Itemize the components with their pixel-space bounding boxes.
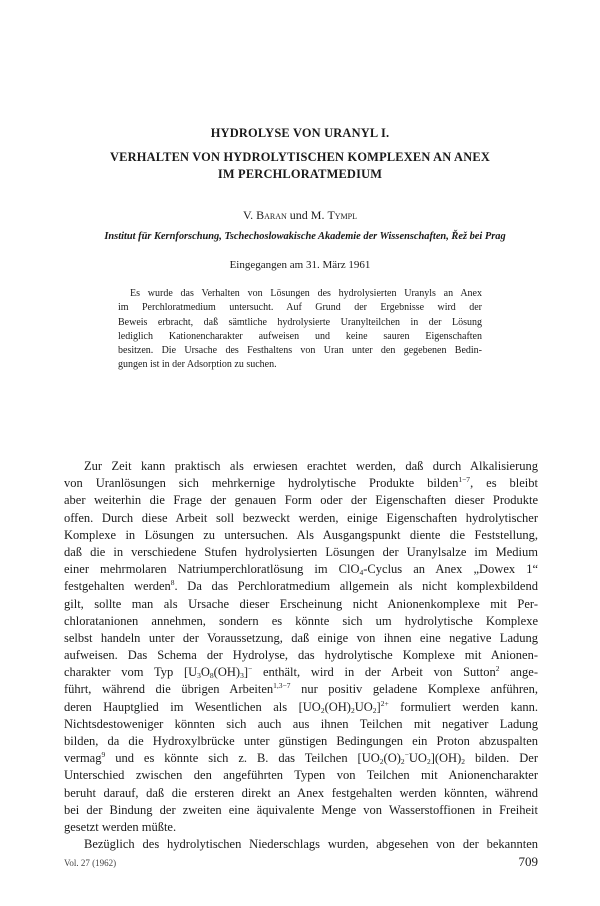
body-line: Nichtsdestoweniger könnten sich auch aus ihnen Teilchen mit negativer Ladung xyxy=(64,716,538,731)
body-line: Unterschied zwischen den angeführten Typen von Teilchen mit Anionencharakter xyxy=(64,768,538,783)
page-number: 709 xyxy=(518,854,538,869)
body-line: Bezüglich des hydrolytischen Niederschlags wurden, abgesehen von der bekannten xyxy=(84,837,538,852)
body-line: daß die in verschiedene Stufen hydrolysierten Lösungen der Uranylsalze im Medium xyxy=(64,544,538,559)
body-line: beruht darauf, daß die ersteren direkt an Anex festgehalten werden könnten, während xyxy=(64,785,538,800)
reference-superscript: 2 xyxy=(495,664,500,674)
article-title-line-3: IM PERCHLORATMEDIUM xyxy=(217,167,383,181)
body-line: bilden, da die Hydroxylbrücke unter günstigen Bedingungen ein Proton abzuspalten xyxy=(64,734,538,748)
abstract-line: Beweis erbracht, daß sämtliche hydrolysierte Uranylteilchen in der Lösung xyxy=(118,316,482,328)
body-line: einer mehrmolaren Natriumperchloratlösung im ClO$_4$-Cyclus an Anex „Dowex 1“ xyxy=(64,562,538,578)
author-1-initial: V. xyxy=(242,208,257,222)
abstract-line: im Perchloratmedium untersucht. Auf Grund der Ergebnisse wird der xyxy=(118,302,482,314)
abstract xyxy=(118,287,482,373)
body-line: von Uranlösungen sich mehrkernige hydrolytische Produkte bilden$^{1-7}$, es bleibt xyxy=(64,475,538,491)
body-line: aber weiterhin die Frage der genauen Form oder der Eigenschaften dieser Produkte xyxy=(64,493,538,508)
body-line: bei der Bindung der zweiten eine äquivalente Menge von Wasserstoffionen in Freiheit xyxy=(64,802,538,817)
body-line: führt, während die übrigen Arbeiten$^{1,3-7}$ nur positiv geladene Komplexe anführen, xyxy=(64,681,538,697)
volume-info: Vol. 27 (1962) xyxy=(64,858,117,868)
institution-affiliation: Institut für Kernforschung, Tschechoslowakische Akademie der Wissenschaften, Řež bei Prag xyxy=(104,231,506,242)
body-line: gesetzt werden müßte. xyxy=(64,819,177,834)
reference-superscript: 1,3−7 xyxy=(273,681,291,691)
reference-superscript: 1−7 xyxy=(458,475,471,485)
body-line: Komplexe in Lösungen zu untersuchen. Als Ausgangspunkt diente die Feststellung, xyxy=(64,527,538,542)
reference-superscript: 9 xyxy=(101,750,106,760)
body-line: selbst handeln unter der Voraussetzung, daß einige von ihnen eine negative Ladung xyxy=(64,630,538,645)
received-date: Eingegangen am 31. März 1961 xyxy=(229,259,371,271)
body-line: chloratanionen annehmen, sondern es könnte sich um hydrolytische Komplexe xyxy=(64,613,538,628)
body-line: offen. Durch diese Arbeit soll bezweckt werden, einige Eigenschaften hydrolytischer xyxy=(64,510,538,525)
author-2-surname: Tympl xyxy=(327,208,358,222)
article-title-line-1: HYDROLYSE VON URANYL I. xyxy=(210,126,390,140)
article-title-line-2: VERHALTEN VON HYDROLYTISCHEN KOMPLEXEN AN ANEX xyxy=(110,150,490,164)
author-connector: und xyxy=(286,208,311,222)
author-line xyxy=(60,208,540,223)
body-line: aufweisen. Das Schema der Hydrolyse, das hydrolytische Komplexe mit Anionen- xyxy=(64,648,538,663)
body-line: gilt, sollte man als Ursache dieser Erscheinung nicht Anionenkomplexe mit Per- xyxy=(64,596,538,611)
body-line: vermag$^9$ und es könnte sich z. B. das Teilchen $[UO_2(O)_2^-UO_2](OH)_2$ bilden. Der xyxy=(64,750,538,767)
abstract-line: besitzen. Die Ursache des Festhaltens von Uran unter den gegebenen Bedin- xyxy=(118,345,482,357)
author-1-surname: Baran xyxy=(256,208,287,222)
author-2-initial: M. xyxy=(310,208,328,222)
abstract-line: lediglich Kationencharakter aufweisen und keine sauren Eigenschaften xyxy=(118,330,482,342)
reference-superscript: 8 xyxy=(170,578,175,588)
body-text xyxy=(64,458,538,853)
body-line: deren Hauptglied im Wesentlichen als $[UO_2(OH)_2UO_2]^{2+}$ formuliert werden kann. xyxy=(64,698,538,715)
body-line: charakter vom Typ $[U_3O_8(OH)_3]^-$ enthält, wird in der Arbeit von Sutton$^2$ ange- xyxy=(64,664,538,681)
body-line: festgehalten werden$^8$. Da das Perchloratmedium allgemein als nicht komplexbildend xyxy=(64,578,538,594)
abstract-line: gungen ist in der Adsorption zu suchen. xyxy=(118,359,277,371)
body-line: Zur Zeit kann praktisch als erwiesen erachtet werden, daß durch Alkalisierung xyxy=(84,459,538,473)
abstract-line: Es wurde das Verhalten von Lösungen des hydrolysierten Uranyls an Anex xyxy=(130,288,482,299)
